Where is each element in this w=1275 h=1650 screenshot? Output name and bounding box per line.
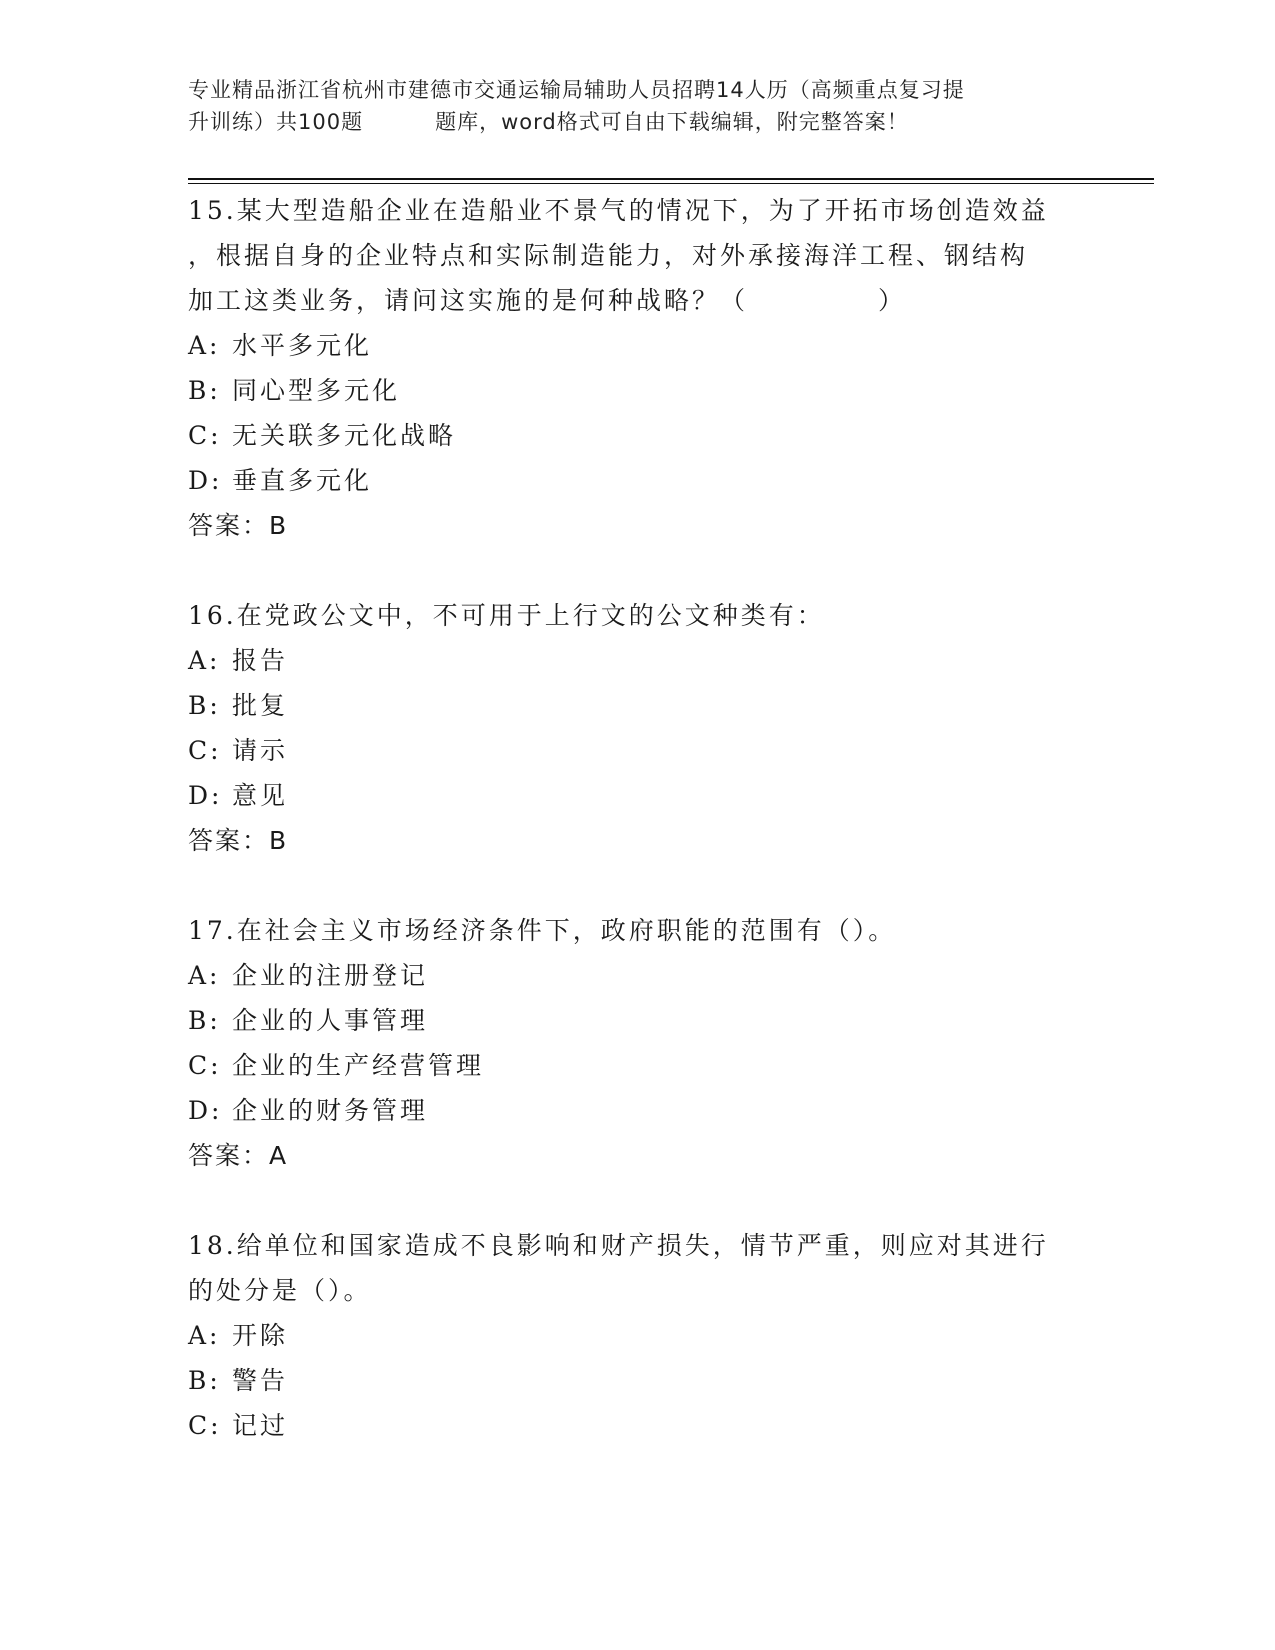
answer-line: 答案：A xyxy=(188,1141,289,1170)
option-text: 企业的人事管理 xyxy=(232,1006,429,1035)
question-stem-text: 加工这类业务，请问这实施的是何种战略？（ xyxy=(188,286,749,315)
option-a xyxy=(188,323,1088,368)
option-text: 水平多元化 xyxy=(232,331,373,360)
option-d xyxy=(188,458,1088,503)
header-line-2-part-1: 升训练）共100题 xyxy=(188,110,364,134)
option-text: 警告 xyxy=(232,1366,289,1395)
option-d xyxy=(188,1088,1088,1133)
option-letter: A: xyxy=(188,646,221,675)
option-b xyxy=(188,368,1088,413)
option-letter: C: xyxy=(188,736,222,765)
option-a xyxy=(188,953,1088,998)
option-text: 报告 xyxy=(232,646,289,675)
answer-line: 答案：B xyxy=(188,511,289,540)
question-list xyxy=(188,188,1088,1448)
page-header xyxy=(188,74,1078,138)
header-rule-thick xyxy=(188,178,1154,180)
question-stem-line: ，根据自身的企业特点和实际制造能力，对外承接海洋工程、钢结构 xyxy=(188,241,1029,270)
question-stem-line: 15.某大型造船企业在造船业不景气的情况下，为了开拓市场创造效益 xyxy=(188,196,1049,225)
option-text: 垂直多元化 xyxy=(232,466,373,495)
option-letter: A: xyxy=(188,331,221,360)
option-a xyxy=(188,638,1088,683)
option-text: 企业的注册登记 xyxy=(232,961,429,990)
header-line-2 xyxy=(188,106,1078,138)
option-letter: C: xyxy=(188,1051,222,1080)
option-text: 意见 xyxy=(232,781,289,810)
option-letter: A: xyxy=(188,961,221,990)
option-c xyxy=(188,413,1088,458)
option-letter: B: xyxy=(188,1006,221,1035)
question-stem-line: 16.在党政公文中，不可用于上行文的公文种类有： xyxy=(188,601,825,630)
option-letter: D: xyxy=(188,1096,223,1125)
option-text: 企业的财务管理 xyxy=(232,1096,429,1125)
option-text: 无关联多元化战略 xyxy=(232,421,457,450)
option-b xyxy=(188,1358,1088,1403)
option-letter: C: xyxy=(188,1411,222,1440)
question-18 xyxy=(188,1223,1088,1448)
question-stem-line: 的处分是（）。 xyxy=(188,1276,372,1305)
question-15 xyxy=(188,188,1088,548)
option-letter: D: xyxy=(188,466,223,495)
question-stem-line: 17.在社会主义市场经济条件下，政府职能的范围有（）。 xyxy=(188,916,897,945)
question-stem-tail: ） xyxy=(878,286,907,315)
option-letter: C: xyxy=(188,421,222,450)
option-text: 批复 xyxy=(232,691,289,720)
option-letter: B: xyxy=(188,1366,221,1395)
option-letter: D: xyxy=(188,781,223,810)
option-text: 开除 xyxy=(232,1321,289,1350)
option-d xyxy=(188,773,1088,818)
option-c xyxy=(188,1043,1088,1088)
question-16 xyxy=(188,593,1088,863)
option-c xyxy=(188,728,1088,773)
option-letter: B: xyxy=(188,376,221,405)
option-letter: A: xyxy=(188,1321,221,1350)
option-letter: B: xyxy=(188,691,221,720)
answer-line: 答案：B xyxy=(188,826,289,855)
option-text: 请示 xyxy=(232,736,289,765)
option-a xyxy=(188,1313,1088,1358)
option-b xyxy=(188,683,1088,728)
option-text: 企业的生产经营管理 xyxy=(232,1051,485,1080)
option-b xyxy=(188,998,1088,1043)
question-17 xyxy=(188,908,1088,1178)
option-text: 同心型多元化 xyxy=(232,376,401,405)
option-c xyxy=(188,1403,1088,1448)
option-text: 记过 xyxy=(232,1411,289,1440)
header-line-1: 专业精品浙江省杭州市建德市交通运输局辅助人员招聘14人历（高频重点复习提 xyxy=(188,78,965,102)
question-stem-line: 18.给单位和国家造成不良影响和财产损失，情节严重，则应对其进行 xyxy=(188,1231,1049,1260)
header-line-2-part-2: 题库，word格式可自由下载编辑，附完整答案！ xyxy=(435,110,909,134)
header-rule-thin xyxy=(188,183,1154,184)
question-stem-line xyxy=(188,278,1088,323)
